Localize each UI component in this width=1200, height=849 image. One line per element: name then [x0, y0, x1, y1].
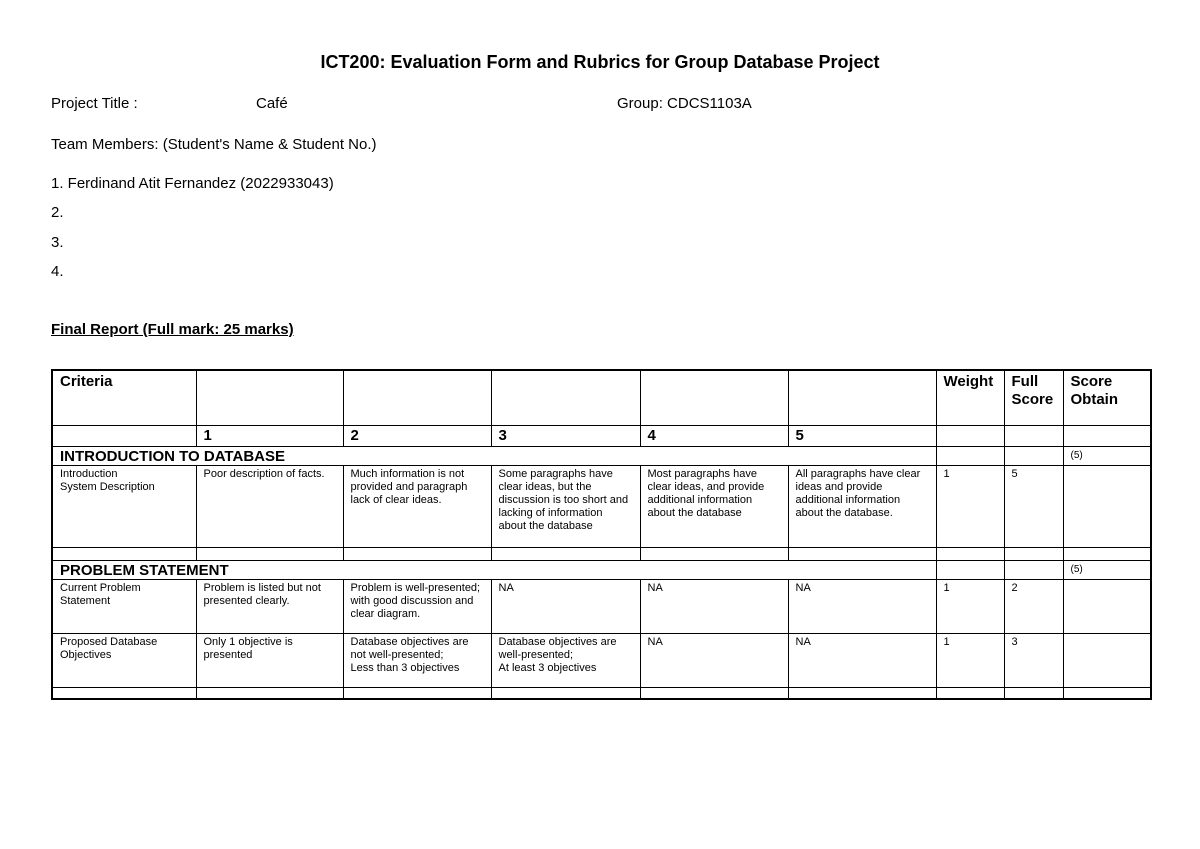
header-weight: Weight [936, 370, 1004, 425]
spacer-cell [343, 687, 491, 699]
spacer-cell [788, 547, 936, 560]
header-row [52, 370, 1151, 425]
section-row [52, 446, 1151, 465]
level-3-cell: NA [491, 579, 640, 633]
scale-empty-cell [1004, 425, 1063, 446]
full-score-cell: 5 [1004, 465, 1063, 547]
scale-3: 3 [491, 425, 640, 446]
score-obtain-cell[interactable] [1063, 633, 1151, 687]
spacer-cell [936, 687, 1004, 699]
spacer-cell [1063, 687, 1151, 699]
level-5-cell: NA [788, 633, 936, 687]
section-empty-cell [936, 560, 1004, 579]
group-label: Group: CDCS1103A [617, 95, 752, 112]
spacer-row [52, 547, 1151, 560]
section-marks: (5) [1063, 560, 1151, 579]
level-1-cell: Poor description of facts. [196, 465, 343, 547]
level-2-cell: Database objectives are not well-presented; Less than 3 objectives [343, 633, 491, 687]
criteria-row [52, 465, 1151, 547]
spacer-cell [52, 547, 196, 560]
section-empty-cell [1004, 560, 1063, 579]
section-empty-cell [1004, 446, 1063, 465]
weight-cell: 1 [936, 579, 1004, 633]
level-3-cell: Database objectives are well-presented; At least 3 objectives [491, 633, 640, 687]
header-empty-cell [788, 370, 936, 425]
document-title: ICT200: Evaluation Form and Rubrics for Group Database Project [320, 52, 880, 72]
criteria-cell: Current Problem Statement [52, 579, 196, 633]
scale-row [52, 425, 1151, 446]
scale-empty-cell [936, 425, 1004, 446]
rubric-table [51, 369, 1152, 700]
project-title-value: Café [256, 95, 288, 112]
header-criteria: Criteria [52, 370, 196, 425]
weight-cell: 1 [936, 465, 1004, 547]
member-4: 4. [51, 263, 64, 280]
scale-1: 1 [196, 425, 343, 446]
weight-cell: 1 [936, 633, 1004, 687]
scale-2: 2 [343, 425, 491, 446]
criteria-cell: Introduction System Description [52, 465, 196, 547]
header-score-obtain: Score Obtain [1063, 370, 1151, 425]
spacer-cell [491, 687, 640, 699]
member-2: 2. [51, 204, 64, 221]
level-5-cell: NA [788, 579, 936, 633]
member-1: 1. Ferdinand Atit Fernandez (2022933043) [51, 175, 334, 192]
level-2-cell: Problem is well-presented; with good discussion and clear diagram. [343, 579, 491, 633]
spacer-cell [196, 687, 343, 699]
member-3: 3. [51, 234, 64, 251]
score-obtain-cell[interactable] [1063, 579, 1151, 633]
spacer-cell [936, 547, 1004, 560]
criteria-row [52, 633, 1151, 687]
section-empty-cell [936, 446, 1004, 465]
spacer-cell [1004, 687, 1063, 699]
final-report-heading: Final Report (Full mark: 25 marks) [51, 321, 294, 338]
full-score-cell: 3 [1004, 633, 1063, 687]
spacer-cell [640, 547, 788, 560]
spacer-cell [788, 687, 936, 699]
spacer-cell [1063, 547, 1151, 560]
project-title-label: Project Title : [51, 95, 138, 112]
scale-4: 4 [640, 425, 788, 446]
header-empty-cell [640, 370, 788, 425]
criteria-row [52, 579, 1151, 633]
score-obtain-cell[interactable] [1063, 465, 1151, 547]
scale-empty-cell [1063, 425, 1151, 446]
section-title-introduction: INTRODUCTION TO DATABASE [52, 446, 936, 465]
level-5-cell: All paragraphs have clear ideas and provide additional information about the database. [788, 465, 936, 547]
level-4-cell: NA [640, 633, 788, 687]
spacer-cell [640, 687, 788, 699]
section-row [52, 560, 1151, 579]
level-3-cell: Some paragraphs have clear ideas, but the discussion is too short and lacking of information about the database [491, 465, 640, 547]
spacer-cell [491, 547, 640, 560]
level-4-cell: Most paragraphs have clear ideas, and provide additional information about the database [640, 465, 788, 547]
spacer-cell [1004, 547, 1063, 560]
spacer-cell [196, 547, 343, 560]
spacer-row [52, 687, 1151, 699]
section-title-problem-statement: PROBLEM STATEMENT [52, 560, 936, 579]
team-members-label: Team Members: (Student's Name & Student No.) [51, 136, 377, 153]
scale-empty-cell [52, 425, 196, 446]
header-empty-cell [196, 370, 343, 425]
header-empty-cell [491, 370, 640, 425]
level-1-cell: Problem is listed but not presented clearly. [196, 579, 343, 633]
spacer-cell [52, 687, 196, 699]
level-4-cell: NA [640, 579, 788, 633]
spacer-cell [343, 547, 491, 560]
level-1-cell: Only 1 objective is presented [196, 633, 343, 687]
section-marks: (5) [1063, 446, 1151, 465]
criteria-cell: Proposed Database Objectives [52, 633, 196, 687]
scale-5: 5 [788, 425, 936, 446]
level-2-cell: Much information is not provided and paragraph lack of clear ideas. [343, 465, 491, 547]
header-full-score: Full Score [1004, 370, 1063, 425]
header-empty-cell [343, 370, 491, 425]
full-score-cell: 2 [1004, 579, 1063, 633]
